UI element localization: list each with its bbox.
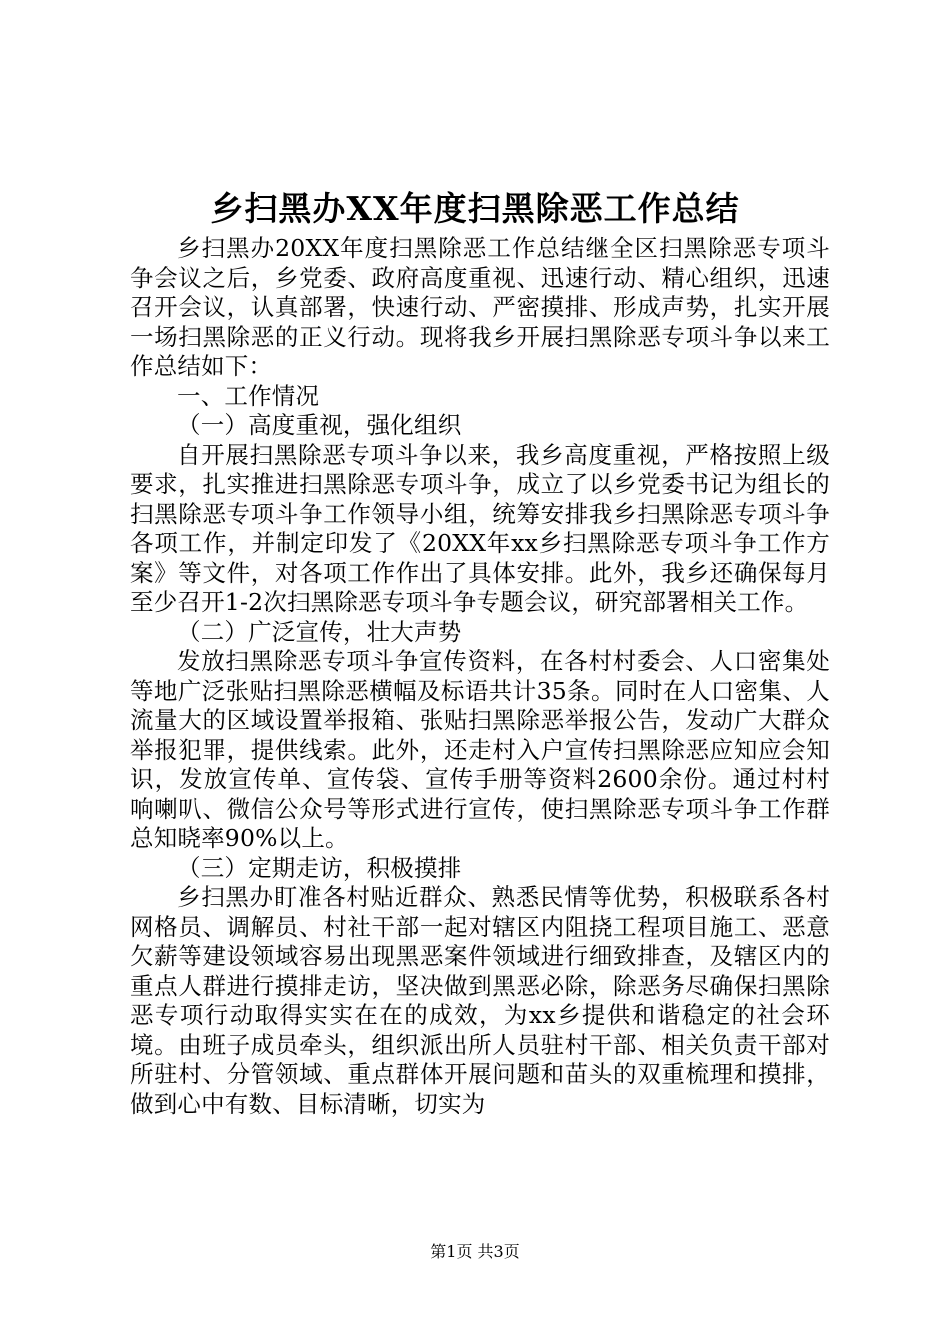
section-heading-work-status: 一、工作情况 — [177, 381, 320, 410]
subsection-heading-2: （二）广泛宣传，壮大声势 — [177, 617, 462, 646]
document-title: 乡扫黑办XX年度扫黑除恶工作总结 — [210, 189, 740, 228]
page-footer: 第1页 共3页 — [430, 1242, 520, 1261]
paragraph-investigation: 乡扫黑办盯准各村贴近群众、熟悉民情等优势，积极联系各村网格员、调解员、村社干部一起对辖区内阻挠工程项目施工、恶意欠薪等建设领域容易出现黑恶案件领域进行细致排查，及辖区内的重点人群进行摸排走访，坚决做到黑恶必除，除恶务尽确保扫黑除恶专项行动取得实实在在的成效，为xx乡提供和谐稳定的社会环境。由班子成员牵头，组织派出所人员驻村干部、相关负责干部对所驻村、分管领域、重点群体开展问题和苗头的双重梳理和摸排，做到心中有数、目标清晰，切实为 — [130, 883, 830, 1118]
document-body — [130, 234, 830, 1119]
subsection-heading-1: （一）高度重视，强化组织 — [177, 411, 462, 439]
subsection-heading-3: （三）定期走访，积极摸排 — [177, 853, 462, 882]
paragraph-intro: 乡扫黑办20XX年度扫黑除恶工作总结继全区扫黑除恶专项斗争会议之后，乡党委、政府高度重视、迅速行动、精心组织，迅速召开会议，认真部署，快速行动、严密摸排、形成声势，扎实开展一场扫黑除恶的正义行动。现将我乡开展扫黑除恶专项斗争以来工作总结如下： — [130, 234, 830, 380]
paragraph-organization: 自开展扫黑除恶专项斗争以来，我乡高度重视，严格按照上级要求，扎实推进扫黑除恶专项斗争，成立了以乡党委书记为组长的扫黑除恶专项斗争工作领导小组，统筹安排我乡扫黑除恶专项斗争各项工作，并制定印发了《20XX年xx乡扫黑除恶专项斗争工作方案》等文件，对各项工作作出了具体安排。此外，我乡还确保每月至少召开1-2次扫黑除恶专项斗争专题会议，研究部署相关工作。 — [130, 440, 830, 616]
paragraph-publicity: 发放扫黑除恶专项斗争宣传资料，在各村村委会、人口密集处等地广泛张贴扫黑除恶横幅及标语共计35条。同时在人口密集、人流量大的区域设置举报箱、张贴扫黑除恶举报公告，发动广大群众举报犯罪，提供线索。此外，还走村入户宣传扫黑除恶应知应会知识，发放宣传单、宣传袋、宣传手册等资料2600余份。通过村村响喇叭、微信公众号等形式进行宣传，使扫黑除恶专项斗争工作群总知晓率90%以上。 — [130, 647, 830, 852]
